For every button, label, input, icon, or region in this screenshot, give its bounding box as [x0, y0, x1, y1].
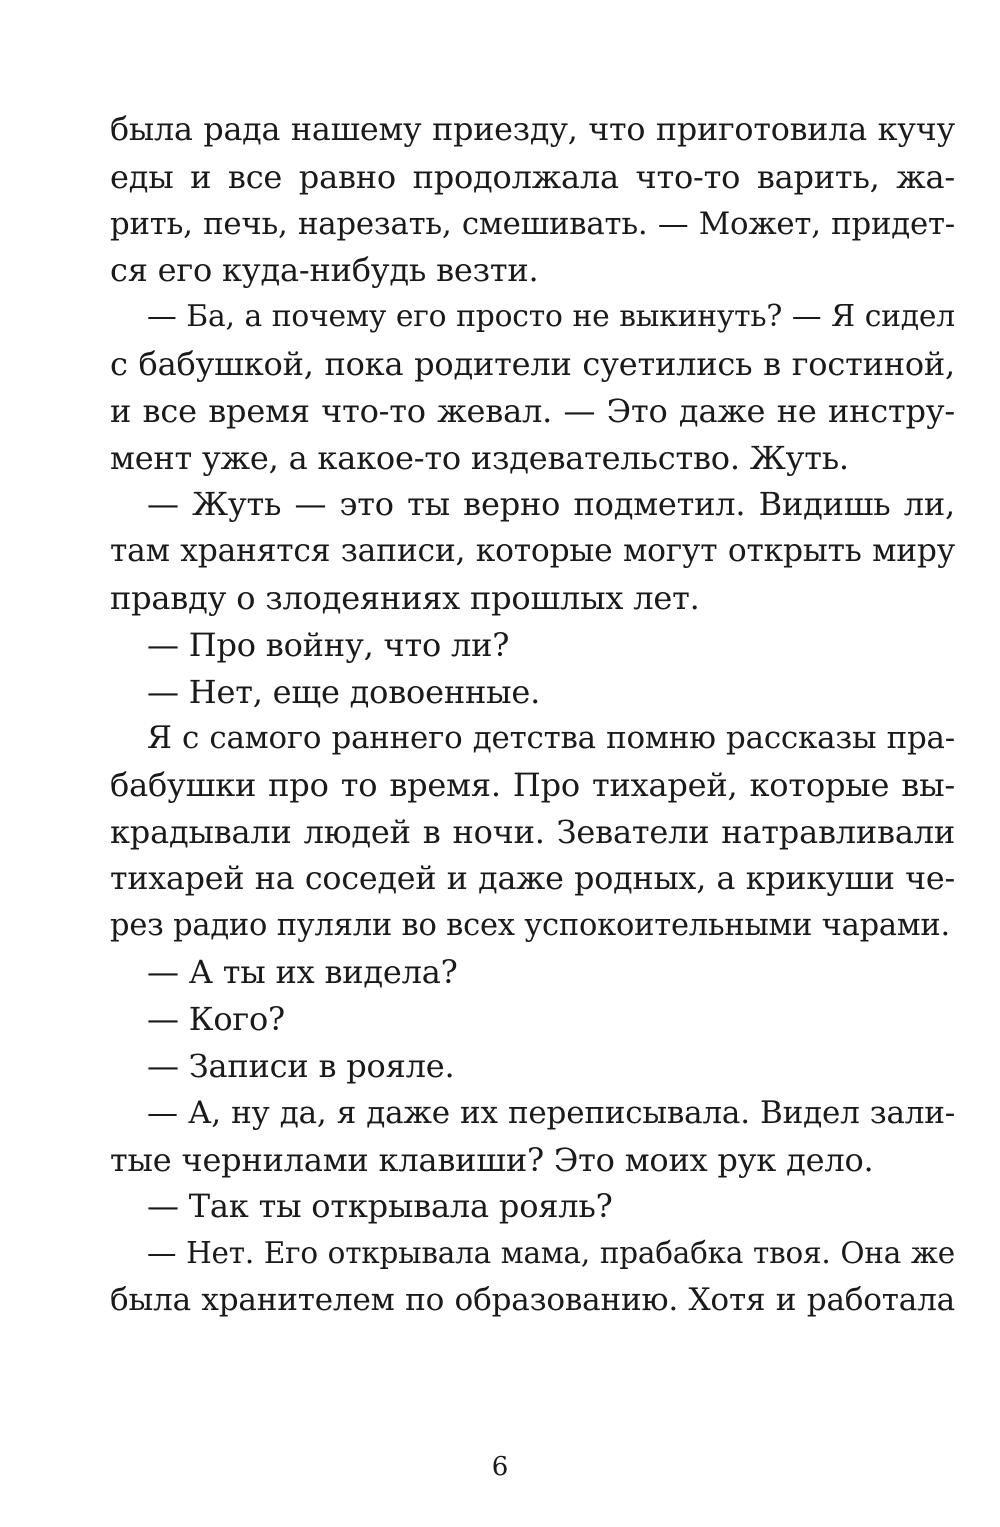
page-number: 6 [491, 1452, 509, 1482]
text-line: была хранителем по образованию. Хотя и работала [110, 1281, 955, 1318]
text-line: — Записи в рояле. [147, 1046, 455, 1085]
text-line: мент уже, а какое-то издевательство. Жуть. [110, 438, 849, 477]
text-line: — Жуть — это ты верно подметил. Видишь ли, [147, 485, 955, 524]
text-line: тихарей на соседей и даже родных, а крикуши че- [110, 860, 955, 897]
text-line: была рада нашему приезду, что приготовила кучу [110, 112, 955, 148]
text-line: рить, печь, нарезать, смешивать. — Может, придет- [110, 205, 955, 242]
text-line: — Про войну, что ли? [147, 625, 510, 664]
text-line: и все время что-то жевал. — Это даже не инстру- [110, 391, 955, 430]
text-line: крадывали людей в ночи. Зеватели натравливали [110, 812, 955, 851]
text-line: — Ба, а почему его просто не выкинуть? — Я сидел [147, 299, 955, 335]
text-line: рез радио пуляли во всех успокоительными чарами. [110, 907, 950, 943]
text-line: — А ты их видела? [147, 953, 458, 992]
text-line: правду о злодеяниях прошлых лет. [110, 578, 700, 617]
text-line: — А, ну да, я даже их переписывала. Видел зали- [147, 1094, 955, 1131]
text-line: там хранятся записи, которые могут открыть миру [110, 533, 955, 570]
text-line: ся его куда-нибудь везти. [110, 251, 539, 290]
text-line: — Нет, еще довоенные. [147, 672, 541, 711]
text-line: — Нет. Его открывала мама, прабабка твоя. Она же [147, 1236, 955, 1271]
text-line: бабушки про то время. Про тихарей, которые вы- [110, 766, 955, 805]
text-line: — Кого? [147, 1000, 285, 1039]
text-line: с бабушкой, пока родители суетились в гостиной, [110, 344, 955, 383]
text-line: тые чернилами клавиши? Это моих рук дело. [110, 1140, 874, 1179]
text-line: — Так ты открывала рояль? [147, 1187, 613, 1226]
text-line: Я с самого раннего детства помню рассказы пра- [147, 720, 955, 757]
body-text [110, 107, 955, 1324]
text-line: еды и все равно продолжала что-то варить, жа- [110, 157, 955, 196]
